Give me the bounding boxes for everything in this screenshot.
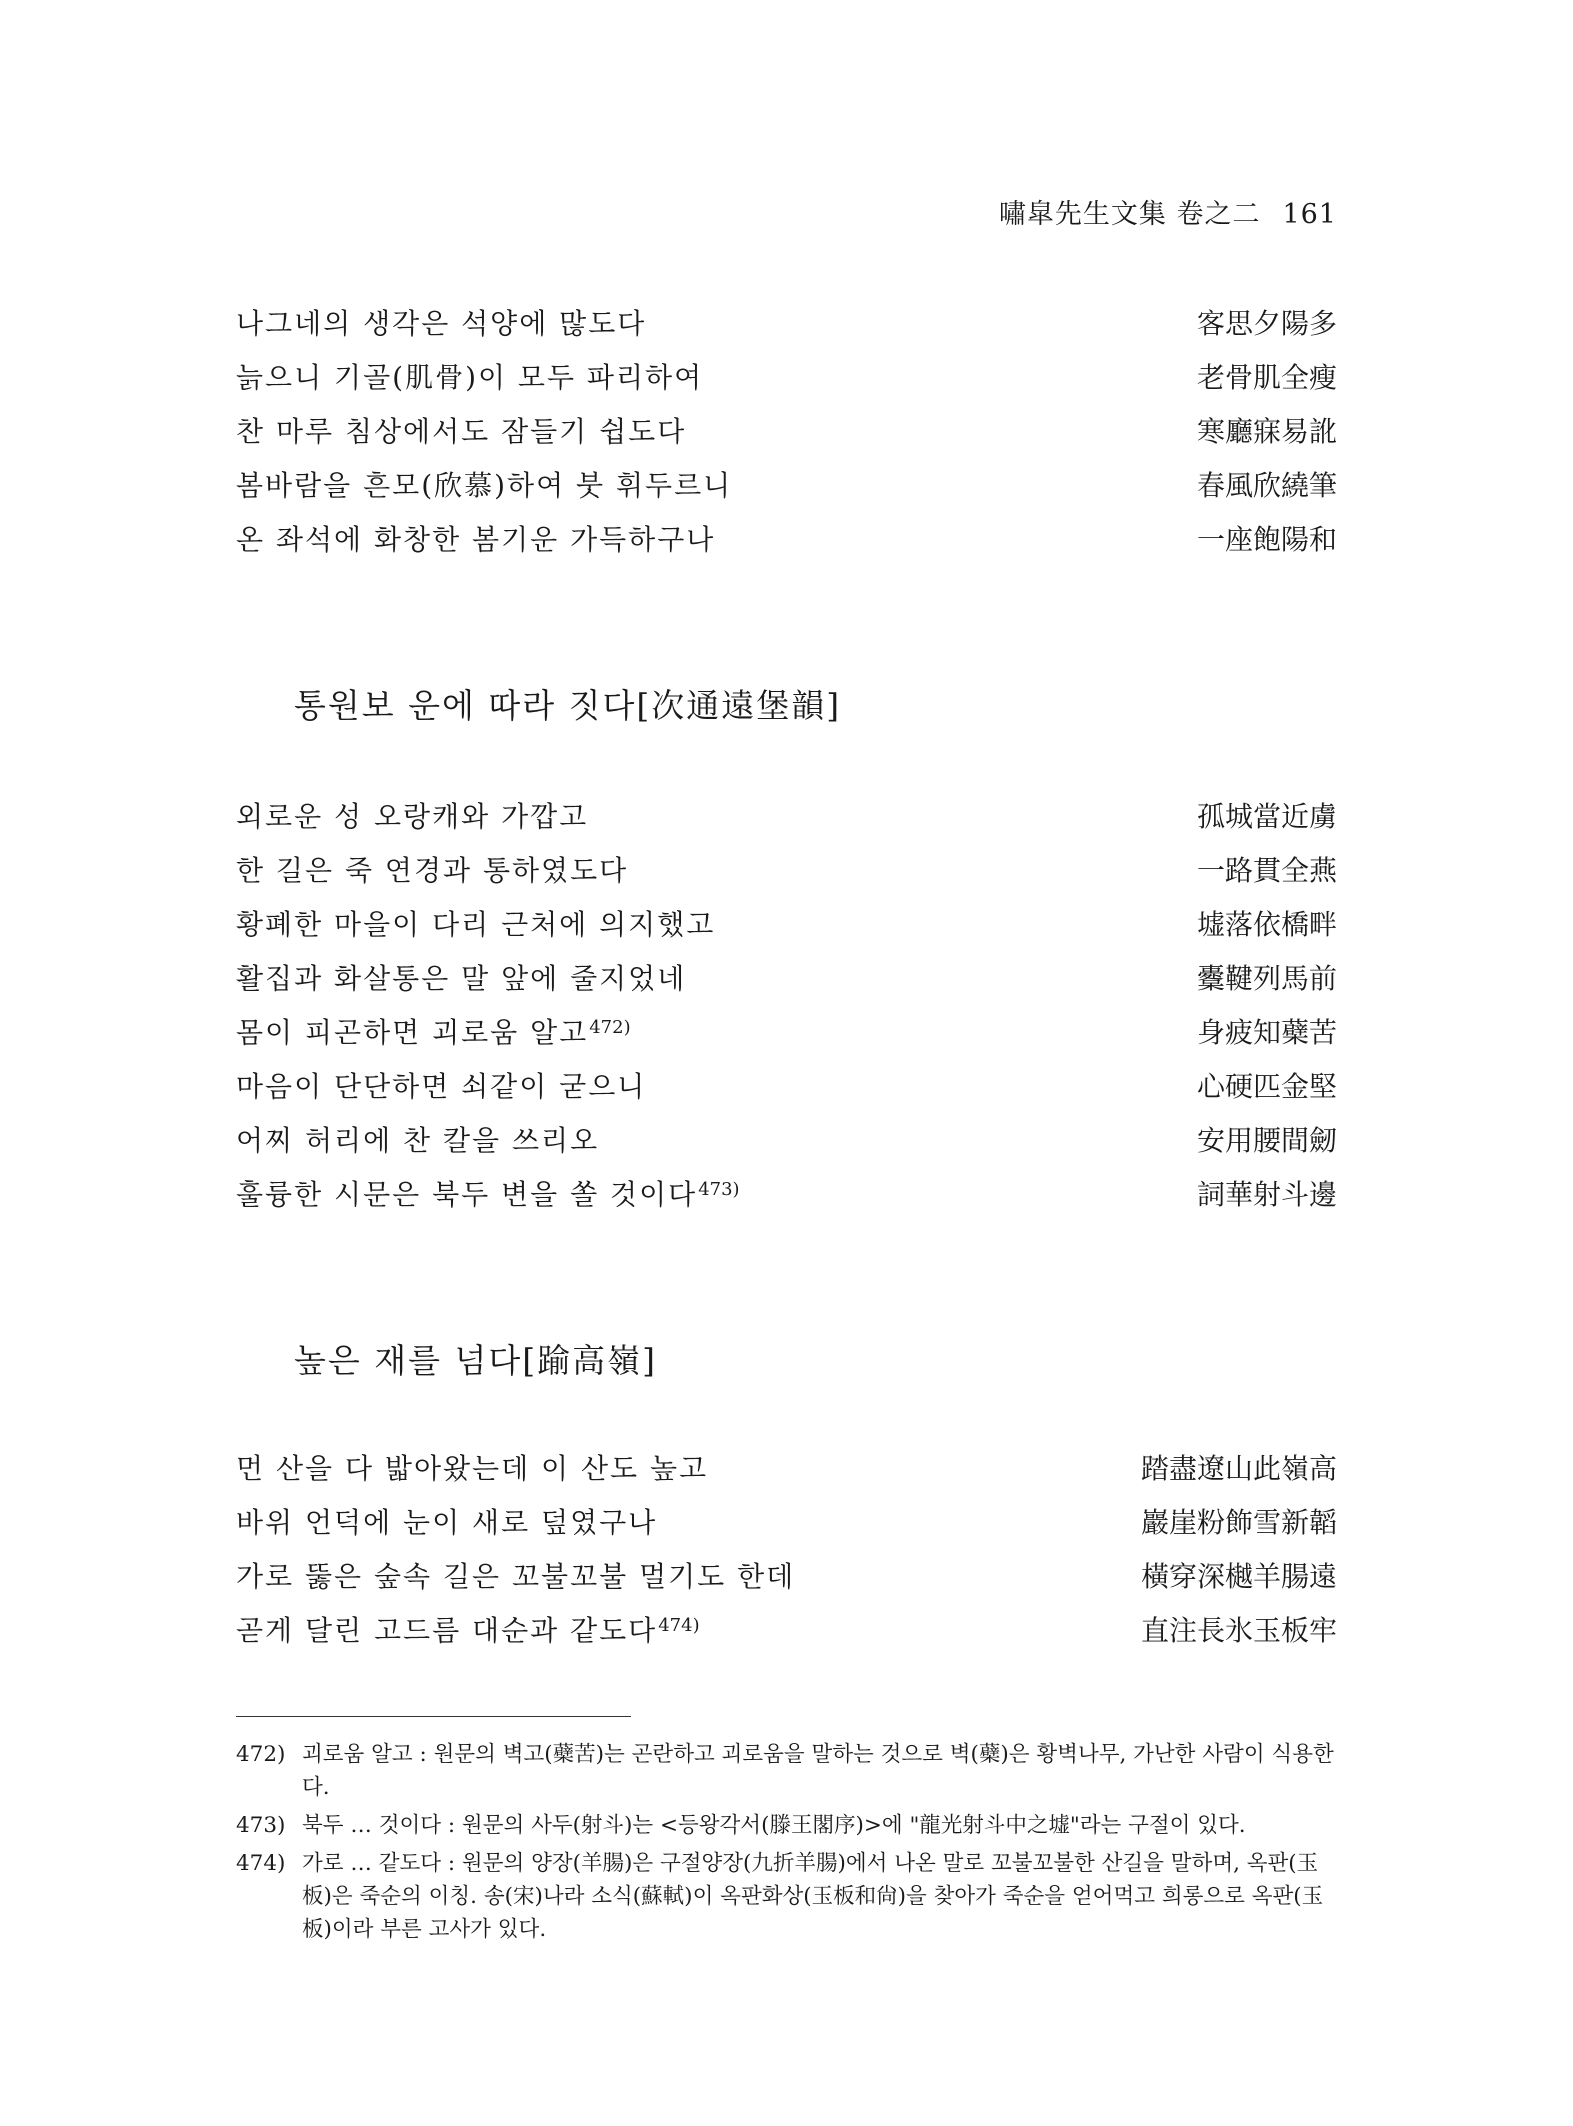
- footnote-text: 괴로움 알고 : 원문의 벽고(蘗苦)는 곤란하고 괴로움을 말하는 것으로 벽(蘗)은 황벽나무, 가난한 사람이 식용한다.: [302, 1742, 1334, 1800]
- footnote-text: 북두 … 것이다 : 원문의 사두(射斗)는 <등왕각서(滕王閣序)>에 "龍光射斗中之墟"라는 구절이 있다.: [302, 1813, 1246, 1838]
- poem-3-title: 높은 재를 넘다[踰高嶺]: [294, 1341, 657, 1380]
- hanja-text: 老骨肌全瘦: [1196, 361, 1337, 394]
- poem-line: [236, 849, 1337, 903]
- hanja-text: 安用腰間劒: [1196, 1124, 1337, 1157]
- korean-line-text: 어찌 허리에 찬 칼을 쓰리오: [236, 1124, 600, 1157]
- korean-line-text: 바위 언덕에 눈이 새로 덮였구나: [236, 1506, 658, 1539]
- korean-line-text: 한 길은 죽 연경과 통하였도다: [236, 854, 629, 887]
- korean-text: [236, 1011, 631, 1051]
- poem-line: [236, 302, 1337, 356]
- korean-line-text: 온 좌석에 화창한 봄기운 가득하구나: [236, 523, 716, 556]
- hanja-text: 孤城當近虜: [1196, 800, 1337, 833]
- footnote-number: 473): [236, 1813, 286, 1838]
- hanja-text: 心硬匹金堅: [1196, 1070, 1337, 1103]
- footnote-ref: 474): [658, 1615, 700, 1636]
- korean-line-text: 마음이 단단하면 쇠같이 굳으니: [236, 1070, 647, 1103]
- korean-line-text: 늙으니 기골(肌骨)이 모두 파리하여: [236, 361, 704, 394]
- korean-line-text: 가로 뚫은 숲속 길은 꼬불꼬불 멀기도 한데: [236, 1560, 796, 1593]
- korean-line-text: 곧게 달린 고드름 대순과 같도다: [236, 1614, 658, 1647]
- korean-line-text: 봄바람을 흔모(欣慕)하여 붓 휘두르니: [236, 469, 733, 502]
- poem-line: [236, 518, 1337, 572]
- korean-text: [236, 1173, 740, 1213]
- footnote-text: 가로 … 같도다 : 원문의 양장(羊腸)은 구절양장(九折羊腸)에서 나온 말로 꼬불꼬불한 산길을 말하며, 옥판(玉板)은 죽순의 이칭. 송(宋)나라 소식(蘇軾)이 옥판화상(玉板和尙)을 찾아가 죽순을 얻어먹고 희롱으로 옥판(玉板)이라 부른 고사가 있다.: [302, 1851, 1324, 1942]
- korean-line-text: 외로운 성 오랑캐와 가깝고: [236, 800, 589, 833]
- hanja-text: 身疲知蘗苦: [1196, 1016, 1337, 1049]
- poem-line: [236, 1065, 1337, 1119]
- korean-line-text: 훌륭한 시문은 북두 변을 쏠 것이다: [236, 1178, 698, 1211]
- poem-2: [236, 795, 1337, 1227]
- korean-text: [236, 1447, 708, 1487]
- korean-text: [236, 903, 715, 943]
- footnote-ref: 472): [589, 1017, 631, 1038]
- korean-text: [236, 795, 588, 835]
- footnote-divider: [236, 1716, 631, 1717]
- hanja-text: 寒廳寐易訛: [1196, 415, 1337, 448]
- hanja-text: 客思夕陽多: [1196, 307, 1337, 340]
- poem-3: [236, 1447, 1337, 1663]
- korean-text: [236, 957, 686, 997]
- korean-text: [236, 1119, 599, 1159]
- running-header: [999, 192, 1337, 231]
- poem-line: [236, 1173, 1337, 1227]
- hanja-text: 詞華射斗邊: [1196, 1178, 1337, 1211]
- korean-line-text: 활집과 화살통은 말 앞에 줄지었네: [236, 962, 687, 995]
- footnote: [236, 1847, 1337, 1946]
- korean-line-text: 먼 산을 다 밟아왔는데 이 산도 높고: [236, 1452, 709, 1485]
- korean-line-text: 나그네의 생각은 석양에 많도다: [236, 307, 647, 340]
- korean-text: [236, 1555, 795, 1595]
- poem-1: [236, 302, 1337, 572]
- footnote: [236, 1809, 1337, 1842]
- hanja-text: 踏盡遼山此嶺高: [1140, 1452, 1337, 1485]
- korean-text: [236, 464, 732, 504]
- footnote-number: 474): [236, 1851, 286, 1876]
- header-title: 嘯皐先生文集 卷之二: [998, 199, 1261, 230]
- korean-line-text: 몸이 피곤하면 괴로움 알고: [236, 1016, 589, 1049]
- poem-line: [236, 795, 1337, 849]
- korean-text: [236, 849, 628, 889]
- korean-text: [236, 302, 646, 342]
- poem-line: [236, 1555, 1337, 1609]
- korean-text: [236, 1609, 700, 1649]
- hanja-text: 墟落依橋畔: [1196, 908, 1337, 941]
- poem-line: [236, 1011, 1337, 1065]
- poem-2-title: 통원보 운에 따라 짓다[次通遠堡韻]: [294, 686, 842, 725]
- hanja-text: 直注長氷玉板牢: [1140, 1614, 1337, 1647]
- poem-line: [236, 1609, 1337, 1663]
- poem-line: [236, 356, 1337, 410]
- footnote-number: 472): [236, 1742, 286, 1767]
- poem-line: [236, 410, 1337, 464]
- footnote: [236, 1738, 1337, 1804]
- hanja-text: 櫜鞬列馬前: [1196, 962, 1337, 995]
- korean-line-text: 황폐한 마을이 다리 근처에 의지했고: [236, 908, 716, 941]
- footnote-ref: 473): [698, 1179, 740, 1200]
- korean-text: [236, 1065, 646, 1105]
- poem-line: [236, 1119, 1337, 1173]
- hanja-text: 一路貫全燕: [1196, 854, 1337, 887]
- hanja-text: 巖崖粉飾雪新韜: [1140, 1506, 1337, 1539]
- poem-line: [236, 1501, 1337, 1555]
- hanja-text: 橫穿深樾羊腸遠: [1140, 1560, 1337, 1593]
- korean-text: [236, 1501, 657, 1541]
- footnotes: [236, 1738, 1337, 1951]
- poem-line: [236, 957, 1337, 1011]
- poem-line: [236, 464, 1337, 518]
- hanja-text: 春風欣繞筆: [1196, 469, 1337, 502]
- korean-text: [236, 410, 686, 450]
- poem-line: [236, 1447, 1337, 1501]
- hanja-text: 一座飽陽和: [1196, 523, 1337, 556]
- korean-text: [236, 518, 715, 558]
- poem-line: [236, 903, 1337, 957]
- page-number: 161: [1282, 199, 1337, 230]
- korean-line-text: 찬 마루 침상에서도 잠들기 쉽도다: [236, 415, 687, 448]
- korean-text: [236, 356, 703, 396]
